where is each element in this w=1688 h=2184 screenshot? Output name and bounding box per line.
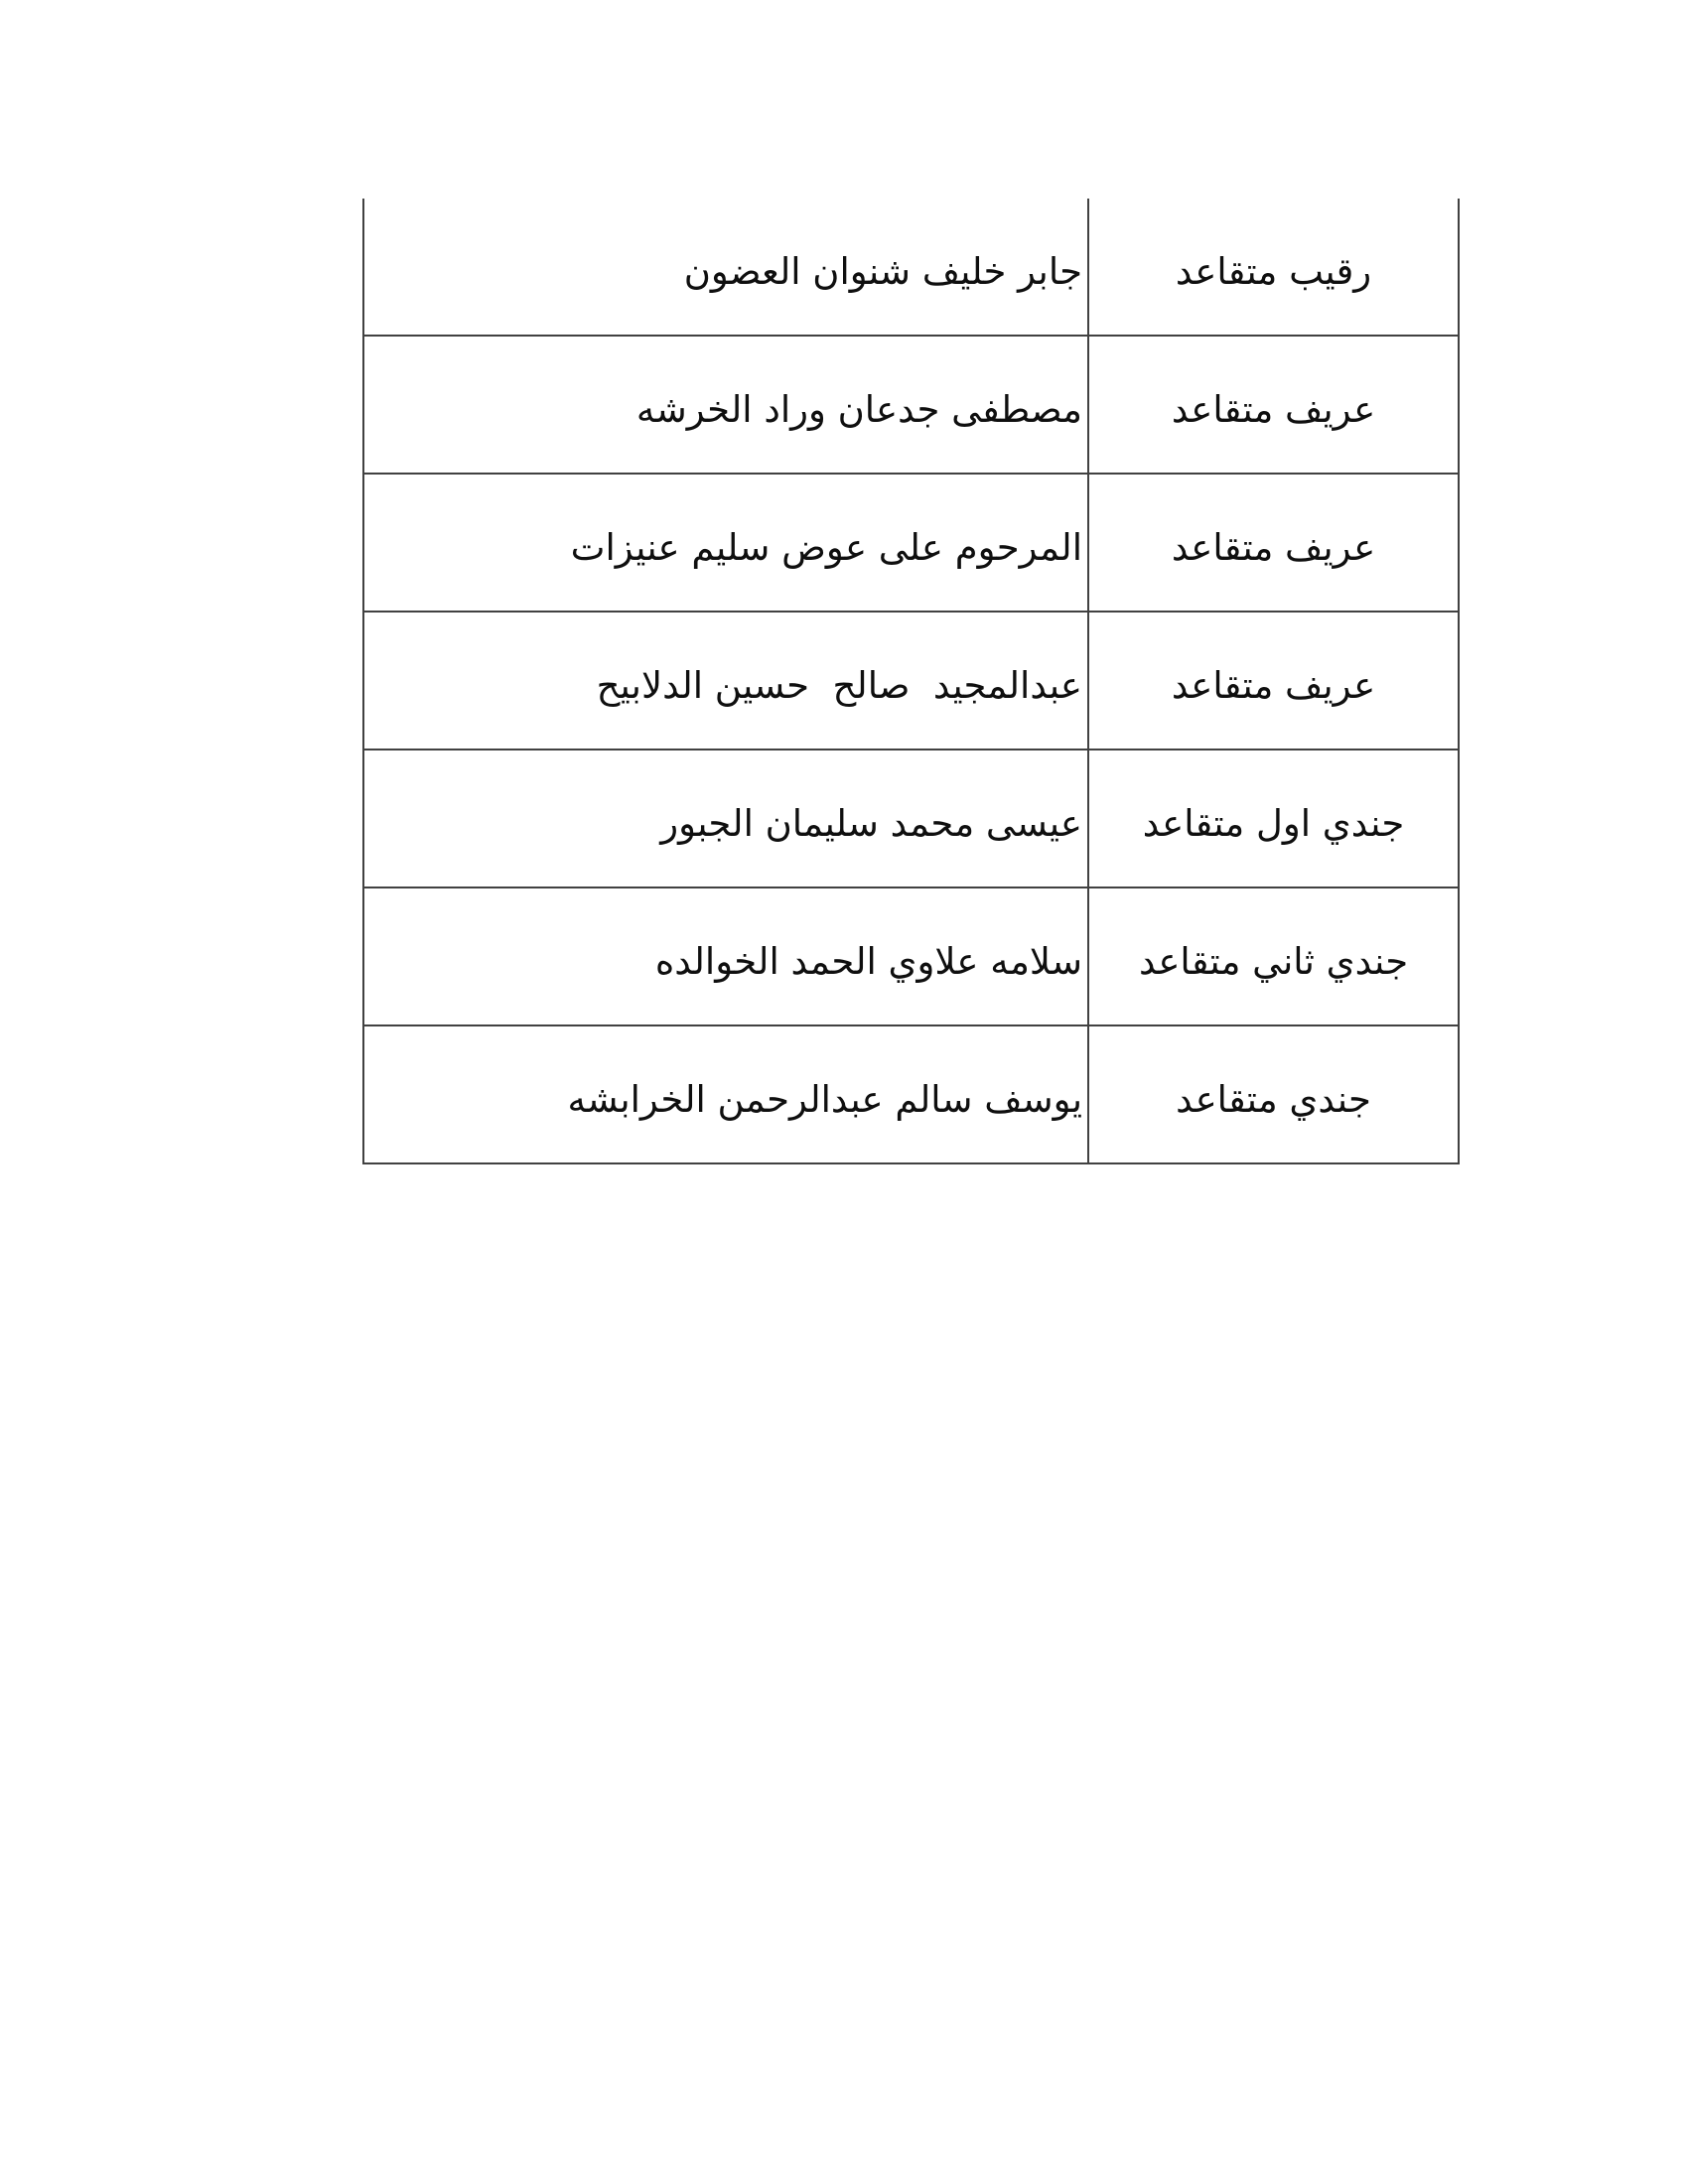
table-row — [363, 199, 1459, 336]
name-cell: المرحوم على عوض سليم عنيزات — [363, 474, 1088, 612]
name-cell: عبدالمجيد صالح حسين الدلابيح — [363, 612, 1088, 750]
table-row — [363, 474, 1459, 612]
table-row — [363, 887, 1459, 1025]
rank-cell: جندي اول متقاعد — [1088, 750, 1459, 887]
name-cell: يوسف سالم عبدالرحمن الخرابشه — [363, 1025, 1088, 1163]
personnel-table — [362, 199, 1460, 1164]
name-cell: مصطفى جدعان وراد الخرشه — [363, 336, 1088, 474]
table-row — [363, 1025, 1459, 1163]
rank-cell: عريف متقاعد — [1088, 612, 1459, 750]
rank-cell: جندي متقاعد — [1088, 1025, 1459, 1163]
rank-cell: جندي ثاني متقاعد — [1088, 887, 1459, 1025]
table-row — [363, 336, 1459, 474]
rank-cell: عريف متقاعد — [1088, 336, 1459, 474]
name-cell: جابر خليف شنوان العضون — [363, 199, 1088, 336]
rank-cell: رقيب متقاعد — [1088, 199, 1459, 336]
rank-cell: عريف متقاعد — [1088, 474, 1459, 612]
table-row — [363, 750, 1459, 887]
table-row — [363, 612, 1459, 750]
name-cell: سلامه علاوي الحمد الخوالده — [363, 887, 1088, 1025]
name-cell: عيسى محمد سليمان الجبور — [363, 750, 1088, 887]
